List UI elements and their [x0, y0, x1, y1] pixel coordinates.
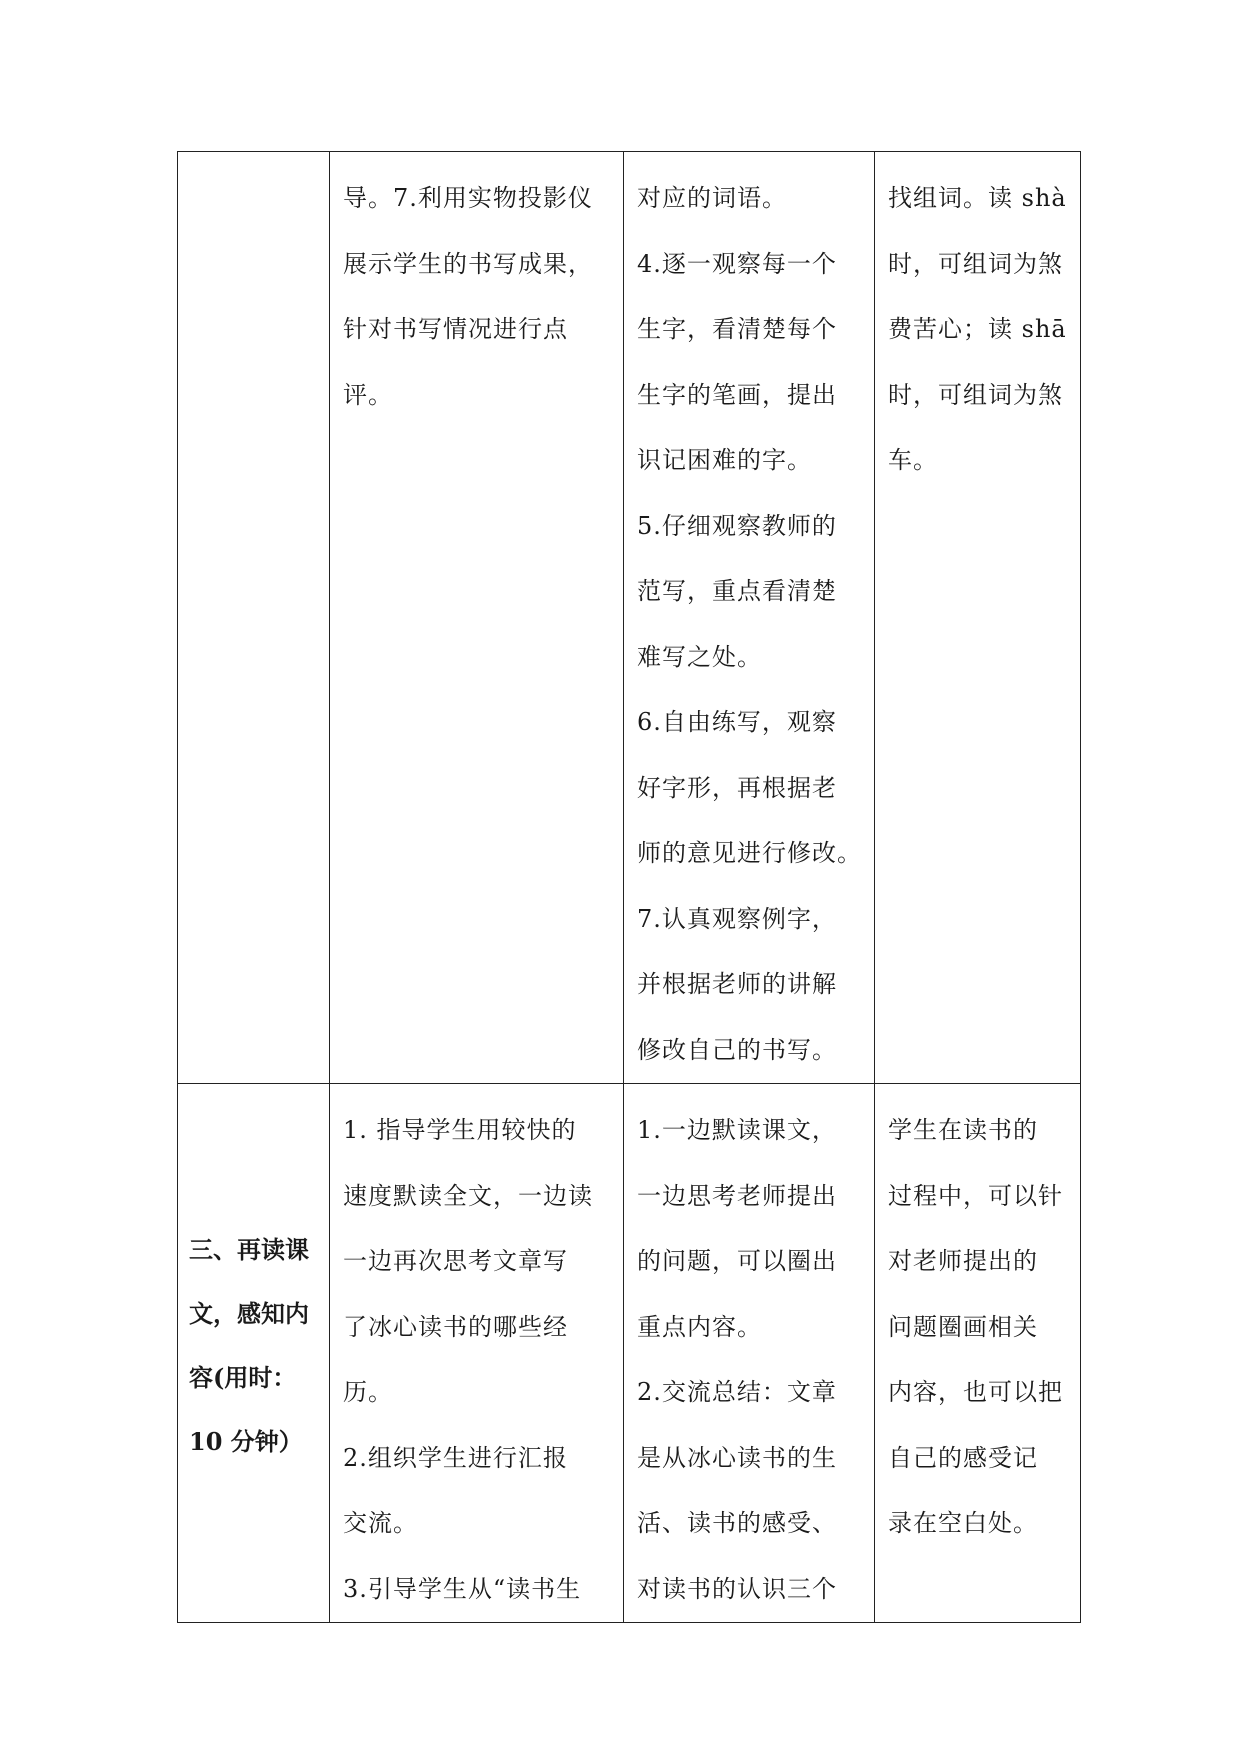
text-line: 对读书的认识三个	[637, 1574, 837, 1603]
text-line: 生字，看清楚每个	[637, 315, 837, 343]
text-line: 好字形，再根据老	[637, 773, 837, 802]
stage-title-line: 三、再读课	[189, 1235, 309, 1264]
text-line: 并根据老师的讲解	[637, 970, 837, 998]
text-line: 难写之处。	[637, 642, 762, 671]
text-line: 费苦心；读 shā	[888, 315, 1067, 343]
text-line: 5.仔细观察教师的	[637, 511, 837, 540]
stage-title-line: 文，感知内	[189, 1299, 309, 1328]
text-line: 生字的笔画，提出	[637, 380, 837, 409]
text-line: 导。7.利用实物投影仪	[343, 184, 593, 212]
text-line: 2.组织学生进行汇报	[343, 1443, 568, 1472]
text-line: 速度默读全文，一边读	[343, 1181, 593, 1210]
text-line: 了冰心读书的哪些经	[343, 1312, 568, 1341]
stage-cell	[178, 152, 330, 1084]
text-line: 活、读书的感受、	[637, 1509, 837, 1537]
text-line: 范写，重点看清楚	[637, 577, 837, 605]
text-line: 1. 指导学生用较快的	[343, 1116, 577, 1144]
text-line: 自己的感受记	[888, 1443, 1038, 1472]
text-line: 6.自由练写，观察	[637, 708, 837, 736]
text-line: 学生在读书的	[888, 1116, 1038, 1144]
text-line: 时，可组词为煞	[888, 380, 1063, 409]
text-line: 展示学生的书写成果，	[343, 249, 593, 278]
text-line: 评。	[343, 380, 393, 409]
table-row	[178, 152, 1081, 1084]
stage-title-line: 容(用时：	[189, 1363, 297, 1392]
student-activity-cell	[624, 1084, 875, 1623]
text-line: 2.交流总结：文章	[637, 1378, 837, 1406]
teacher-activity-cell	[330, 152, 624, 1084]
text-line: 历。	[343, 1378, 393, 1406]
text-line: 一边思考老师提出	[637, 1181, 837, 1210]
text-line: 的问题，可以圈出	[637, 1247, 837, 1275]
teacher-activity-cell	[330, 1084, 624, 1623]
lesson-plan-table	[177, 151, 1081, 1623]
stage-cell	[178, 1084, 330, 1623]
text-line: 内容，也可以把	[888, 1378, 1063, 1406]
text-line: 是从冰心读书的生	[637, 1443, 837, 1472]
text-line: 对应的词语。	[637, 184, 787, 212]
text-line: 问题圈画相关	[888, 1312, 1038, 1341]
text-line: 1.一边默读课文，	[637, 1116, 837, 1144]
text-line: 修改自己的书写。	[637, 1035, 837, 1064]
text-line: 识记困难的字。	[637, 446, 812, 474]
text-line: 重点内容。	[637, 1312, 762, 1341]
table-row	[178, 1084, 1081, 1623]
text-line: 师的意见进行修改。	[637, 839, 862, 867]
text-line: 找组词。读 shà	[888, 184, 1067, 212]
text-line: 过程中，可以针	[888, 1181, 1063, 1210]
text-line: 车。	[888, 446, 938, 474]
text-line: 一边再次思考文章写	[343, 1247, 568, 1275]
stage-title-line: 10 分钟）	[189, 1427, 303, 1456]
text-line: 对老师提出的	[888, 1247, 1038, 1275]
text-line: 录在空白处。	[888, 1509, 1038, 1537]
text-line: 时，可组词为煞	[888, 249, 1063, 278]
text-line: 交流。	[343, 1509, 418, 1537]
design-intent-cell	[875, 1084, 1081, 1623]
text-line: 针对书写情况进行点	[343, 315, 568, 343]
text-line: 3.引导学生从“读书生	[343, 1574, 582, 1603]
design-intent-cell	[875, 152, 1081, 1084]
text-line: 4.逐一观察每一个	[637, 249, 837, 278]
student-activity-cell	[624, 152, 875, 1084]
text-line: 7.认真观察例字，	[637, 904, 837, 933]
